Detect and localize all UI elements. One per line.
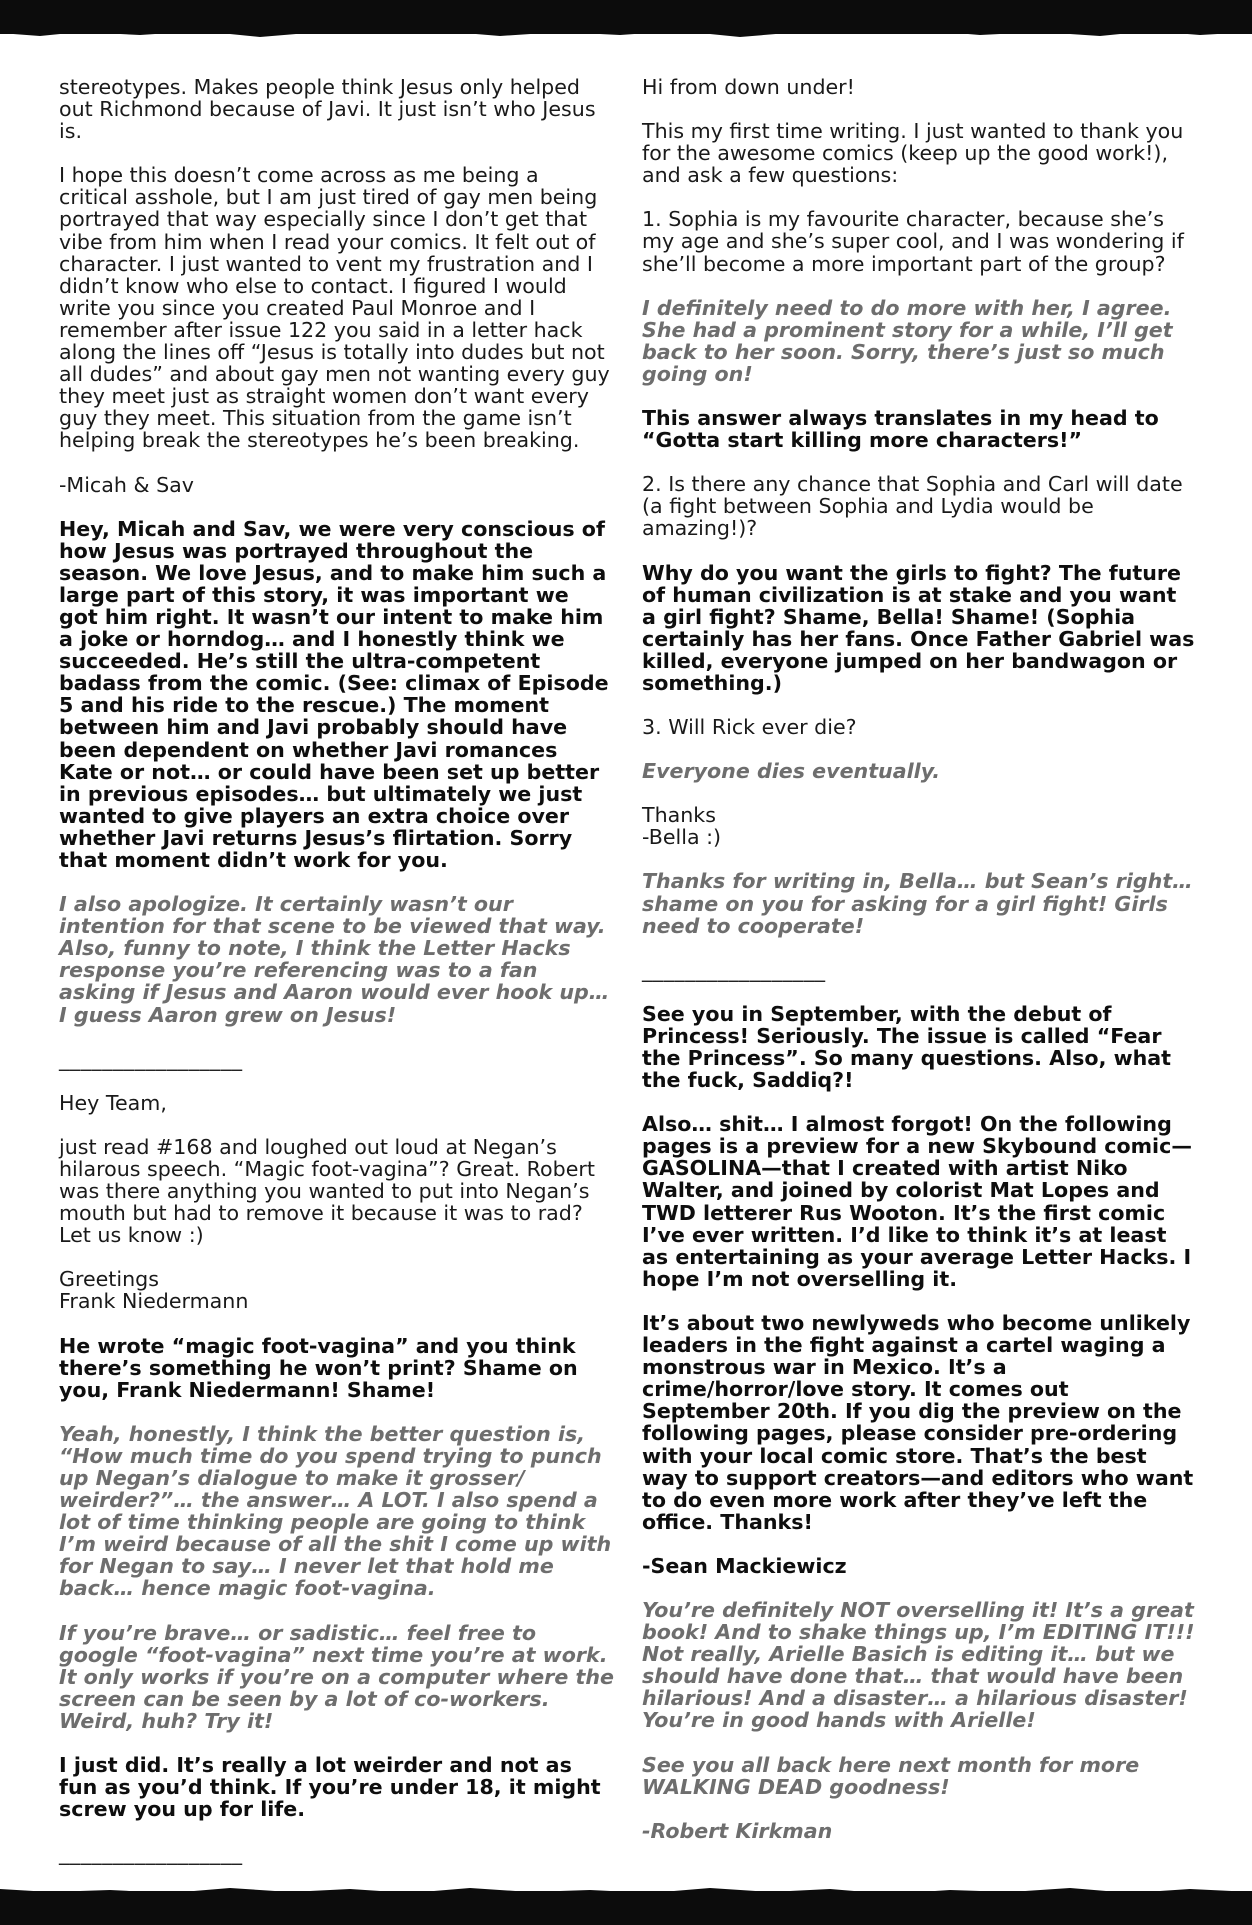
left-column	[59, 76, 614, 1886]
bottom-border-rough-edge	[0, 1883, 1252, 1899]
editor-response-italic: Yeah, honestly, I think the better question is, “How much time do you spend trying to punch up Negan’s dialogue to make it grosser/ weirder?”… the answer… A LOT. I also spend a lot of time thinking people are going to think I’m weird because of all the shit I come up with for Negan to say… I never let that hold me back… hence magic foot-vagina.	[59, 1421, 612, 1601]
editor-response-italic: I also apologize. It certainly wasn’t our intention for that scene to be viewed that way. Also, funny to note, I think the Letter Hacks response you’re referencing was to a fan asking if Jesus and Aaron would ever hook up… I guess Aaron grew on Jesus!	[59, 892, 610, 1027]
editor-response-bold: See you in September, with the debut of Princess! Seriously. The issue is called “Fear the Princess”. So many questions. Also, what the fuck, Saddiq?!	[642, 1001, 1172, 1093]
editor-response-italic: -Robert Kirkman	[642, 1818, 833, 1843]
reader-letter-text: 3. Will Rick ever die?	[642, 715, 857, 740]
editor-response-italic: I definitely need to do more with her, I agree. She had a prominent story for a while, I’ll get back to her soon. Sorry, there’s just so much going on!	[642, 295, 1173, 386]
editor-response-bold: He wrote “magic foot-vagina” and you think there’s something he won’t print? Shame on you, Frank Niedermann! Shame!	[59, 1333, 578, 1402]
editor-response-bold: I just did. It’s really a lot weirder and not as fun as you’d think. If you’re under 18, it might screw you up for life.	[59, 1753, 601, 1822]
right-column	[642, 76, 1197, 1864]
editor-response-italic: You’re definitely NOT overselling it! It’s a great book! And to shake things up, I’m EDITING IT!!! Not really, Arielle Basich is editing it… but we should have done that… that would have been hilarious! And a disaster… a hilarious disaster! You’re in good hands with Arielle!	[642, 1597, 1195, 1733]
editor-response-bold: Hey, Micah and Sav, we were very conscious of how Jesus was portrayed throughout the season. We love Jesus, and to make him such a large part of this story, it was important we got him right. It wasn’t our intent to make him a joke or horndog… and I honestly think we succeeded. He’s still the ultra-competent badass from the comic. (See: climax of Episode 5 and his ride to the rescue.) The moment between him and Javi probably should have been dependent on whether Javi romances Kate or not… or could have been set up better in previous episodes… but ultimately we just wanted to give players an extra choice over whether Javi returns Jesus’s flirtation. Sorry that moment didn’t work for you.	[59, 516, 609, 872]
reader-letter-text: 2. Is there any chance that Sophia and Carl will date (a fight between Sophia and Lydia would be amazing!)?	[642, 472, 1183, 541]
reader-letter-text: Hi from down under!	[642, 75, 855, 99]
reader-letter-text: 1. Sophia is my favourite character, because she’s my age and she’s super cool, and I was wondering if she’ll become a more important part of the group?	[642, 207, 1184, 276]
editor-response-italic: If you’re brave… or sadistic… feel free to google “foot-vagina” next time you’re at work. It only works if you’re on a computer where the screen can be seen by a lot of co-workers. Weird, huh? Try it!	[59, 1620, 614, 1733]
reader-letter-text: This my first time writing. I just wanted to thank you for the awesome comics (keep up the good work!), and ask a few questions:	[642, 119, 1184, 188]
editor-response-bold: Why do you want the girls to fight? The future of human civilization is at stake and you want a girl fight? Shame, Bella! Shame! (Sophia certainly has her fans. Once Father Gabriel was killed, everyone jumped on her bandwagon or something.)	[642, 560, 1195, 695]
top-border-rough-edge	[0, 26, 1252, 42]
editor-response-bold: It’s about two newlyweds who become unlikely leaders in the fight against a cartel waging a monstrous war in Mexico. It’s a crime/horror/love story. It comes out September 20th. If you dig the preview on the following pages, please consider pre-ordering with your local comic store. That’s the best way to support creators—and editors who want to do even more work after they’ve left the office. Thanks!	[642, 1310, 1194, 1534]
reader-letter-text: Greetings Frank Niedermann	[59, 1267, 249, 1314]
top-border	[0, 0, 1252, 34]
editor-response-bold: Also… shit… I almost forgot! On the following pages is a preview for a new Skybound comic—GASOLINA—that I created with artist Niko Walter, and joined by colorist Mat Lopes and TWD letterer Rus Wooton. It’s the first comic I’ve ever written. I’d like to think it’s at least as entertaining as your average Letter Hacks. I hope I’m not overselling it.	[642, 1112, 1192, 1291]
reader-letter-text: I hope this doesn’t come across as me being a critical asshole, but I am just tired of gay men being portrayed that way especially since I don’t get that vibe from him when I read your comics. It felt out of character. I just wanted to vent my frustration and I didn’t know who else to contact. I figured I would write you since you created Paul Monroe and I remember after issue 122 you said in a letter hack along the lines off “Jesus is totally into dudes but not all dudes” and about gay men not wanting every guy they meet just as straight women don’t want every guy they meet. This situation from the game isn’t helping break the stereotypes he’s been breaking.	[59, 163, 610, 453]
section-divider: _________________	[59, 1046, 243, 1071]
reader-letter-text: just read #168 and loughed out loud at Negan’s hilarous speech. “Magic foot-vagina”? Great. Robert was there anything you wanted to put into Negan’s mouth but had to remove it because it was to rad? Let us know :)	[59, 1134, 595, 1248]
editor-response-bold: -Sean Mackiewicz	[642, 1553, 847, 1578]
editor-response-italic: See you all back here next month for more WALKING DEAD goodness!	[642, 1752, 1140, 1799]
editor-response-italic: Everyone dies eventually.	[642, 759, 941, 784]
bottom-border	[0, 1891, 1252, 1925]
reader-letter-text: Thanks -Bella :)	[642, 803, 722, 850]
reader-letter-text: Hey Team,	[59, 1090, 167, 1115]
reader-letter-text: stereotypes. Makes people think Jesus only helped out Richmond because of Javi. It just isn’t who Jesus is.	[59, 75, 596, 144]
section-divider: _________________	[59, 1841, 243, 1866]
section-divider: _________________	[642, 957, 826, 982]
reader-letter-text: -Micah & Sav	[59, 472, 194, 497]
editor-response-italic: Thanks for writing in, Bella… but Sean’s right… shame on you for asking for a girl fight! Girls need to cooperate!	[642, 869, 1193, 938]
editor-response-bold: This answer always translates in my head to “Gotta start killing more characters!”	[642, 406, 1159, 453]
